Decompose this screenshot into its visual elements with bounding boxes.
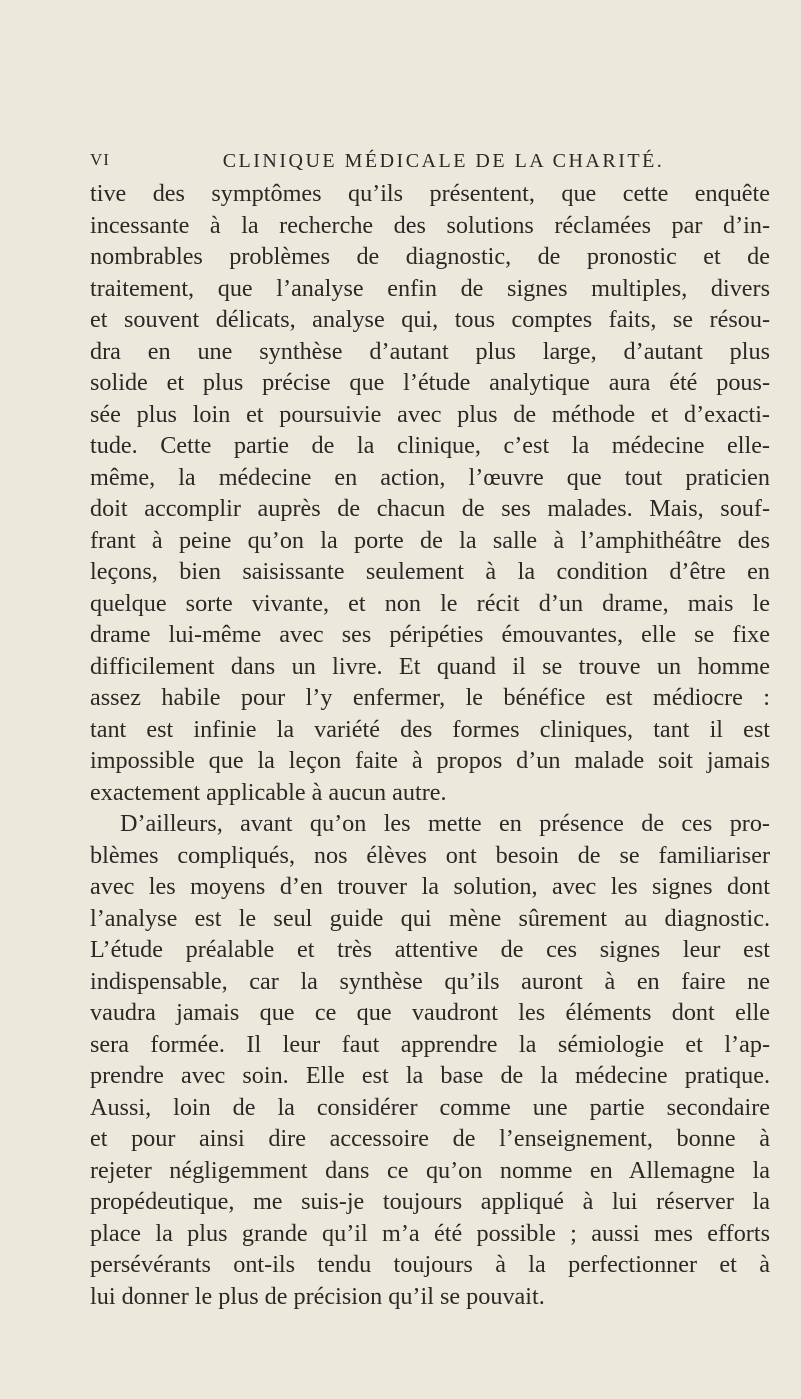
text-line: sera formée. Il leur faut apprendre la sémiologie et l’ap- xyxy=(90,1030,770,1058)
body-text xyxy=(90,178,770,1312)
text-line: frant à peine qu’on la porte de la salle à l’amphithéâtre des xyxy=(90,526,770,554)
text-line: incessante à la recherche des solutions réclamées par d’in- xyxy=(90,211,770,239)
text-line: même, la médecine en action, l’œuvre que tout praticien xyxy=(90,463,770,491)
text-line: tant est infinie la variété des formes cliniques, tant il est xyxy=(90,715,770,743)
text-line: dra en une synthèse d’autant plus large, d’autant plus xyxy=(90,337,770,365)
text-line: Aussi, loin de la considérer comme une partie secondaire xyxy=(90,1093,770,1121)
text-line: propédeutique, me suis-je toujours appliqué à lui réserver la xyxy=(90,1188,770,1215)
text-line: blèmes compliqués, nos élèves ont besoin de se familiariser xyxy=(90,841,770,869)
text-line: drame lui-même avec ses péripéties émouvantes, elle se fixe xyxy=(90,621,770,648)
page-number: VI xyxy=(90,150,110,169)
text-line: tive des symptômes qu’ils présentent, que cette enquête xyxy=(90,180,770,207)
text-line: difficilement dans un livre. Et quand il se trouve un homme xyxy=(90,652,770,680)
text-line: persévérants ont-ils tendu toujours à la perfectionner et à xyxy=(90,1251,770,1278)
text-line: assez habile pour l’y enfermer, le bénéfice est médiocre : xyxy=(90,684,770,711)
text-line: vaudra jamais que ce que vaudront les éléments dont elle xyxy=(90,999,770,1026)
text-line: et pour ainsi dire accessoire de l’enseignement, bonne à xyxy=(90,1125,770,1152)
text-line: prendre avec soin. Elle est la base de la médecine pratique. xyxy=(90,1062,770,1089)
text-line: quelque sorte vivante, et non le récit d’un drame, mais le xyxy=(90,589,770,617)
text-line: impossible que la leçon faite à propos d’un malade soit jamais xyxy=(90,747,770,774)
paragraph-end-line: exactement applicable à aucun autre. xyxy=(90,778,447,806)
text-line: doit accomplir auprès de chacun de ses malades. Mais, souf- xyxy=(90,495,770,522)
text-line: sée plus loin et poursuivie avec plus de méthode et d’exacti- xyxy=(90,400,770,428)
text-line: solide et plus précise que l’étude analytique aura été pous- xyxy=(90,369,770,396)
text-line: et souvent délicats, analyse qui, tous comptes faits, se résou- xyxy=(90,306,770,333)
text-line: place la plus grande qu’il m’a été possible ; aussi mes efforts xyxy=(90,1219,770,1247)
text-line: nombrables problèmes de diagnostic, de pronostic et de xyxy=(90,243,770,270)
text-line: l’analyse est le seul guide qui mène sûrement au diagnostic. xyxy=(90,904,770,932)
text-line: indispensable, car la synthèse qu’ils auront à en faire ne xyxy=(90,967,770,995)
text-line: L’étude préalable et très attentive de ces signes leur est xyxy=(90,936,770,963)
paragraph-start-line: D’ailleurs, avant qu’on les mette en présence de ces pro- xyxy=(120,810,770,837)
running-title: CLINIQUE MÉDICALE DE LA CHARITÉ. xyxy=(222,150,665,172)
paragraph-end-line: lui donner le plus de précision qu’il se pouvait. xyxy=(90,1282,545,1310)
text-line: leçons, bien saisissante seulement à la condition d’être en xyxy=(90,558,770,585)
text-line: avec les moyens d’en trouver la solution, avec les signes dont xyxy=(90,873,770,900)
text-line: tude. Cette partie de la clinique, c’est la médecine elle- xyxy=(90,432,770,459)
text-line: rejeter négligemment dans ce qu’on nomme en Allemagne la xyxy=(90,1156,770,1184)
running-head xyxy=(90,150,771,176)
text-line: traitement, que l’analyse enfin de signes multiples, divers xyxy=(90,274,770,302)
